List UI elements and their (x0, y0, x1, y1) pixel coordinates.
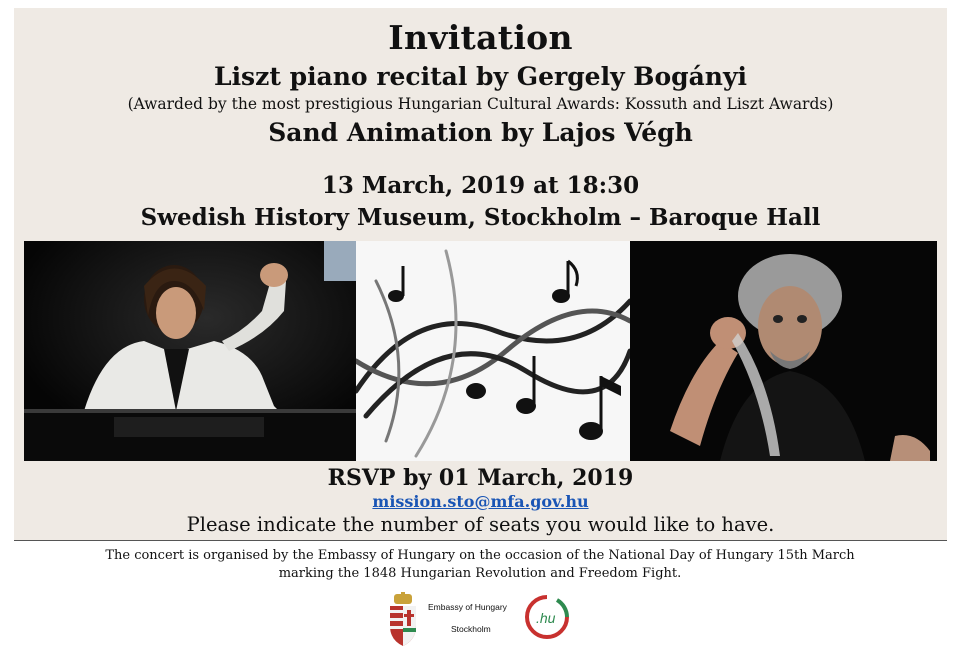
invitation-title: Invitation (388, 18, 573, 57)
footer-logos (0, 590, 960, 650)
sand-artist-photo (630, 241, 937, 461)
footer-line-1: The concert is organised by the Embassy of Hungary on the occasion of the National Day of Hungary 15th March (105, 548, 855, 563)
invitation-panel (14, 8, 947, 541)
hu-logo-text: .hu (536, 610, 556, 626)
recital-heading: Liszt piano recital by Gergely Bogányi (213, 62, 747, 91)
sand-animation-heading: Sand Animation by Lajos Végh (268, 118, 693, 147)
hungarian-coat-of-arms-icon (386, 592, 420, 646)
music-notes-illustration (356, 241, 630, 461)
pianist-photo (24, 241, 356, 461)
rsvp-email-link[interactable]: mission.sto@mfa.gov.hu (372, 492, 589, 511)
event-venue: Swedish History Museum, Stockholm – Baroque Hall (140, 204, 821, 231)
event-date: 13 March, 2019 at 18:30 (321, 172, 640, 199)
hu-logo-icon (524, 594, 570, 640)
embassy-city: Stockholm (451, 624, 491, 634)
embassy-name: Embassy of Hungary (428, 602, 507, 612)
rsvp-deadline: RSVP by 01 March, 2019 (327, 465, 634, 491)
awards-note: (Awarded by the most prestigious Hungarian Cultural Awards: Kossuth and Liszt Awards) (127, 95, 834, 113)
seats-note: Please indicate the number of seats you would like to have. (186, 513, 775, 536)
footer-line-2: marking the 1848 Hungarian Revolution and Freedom Fight. (278, 566, 682, 581)
